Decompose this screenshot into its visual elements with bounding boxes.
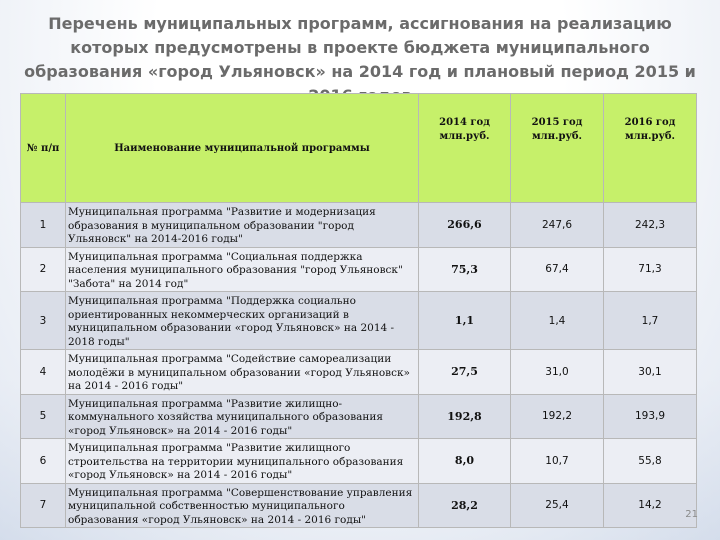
header-2014: 2014 год млн.руб. xyxy=(419,94,511,203)
value-2015: 25,4 xyxy=(511,483,604,528)
value-2014: 75,3 xyxy=(419,247,511,292)
header-program-name: Наименование муниципальной программы xyxy=(66,94,419,203)
program-name: Муниципальная программа "Поддержка социально ориентированных некоммерческих организаций в муниципальном образовании «город Ульяновск» на 2014 - 2018 годы" xyxy=(66,292,419,350)
table-header-row xyxy=(21,94,697,203)
value-2015: 1,4 xyxy=(511,292,604,350)
row-num: 2 xyxy=(21,247,66,292)
row-num: 1 xyxy=(21,203,66,248)
slide-title: Перечень муниципальных программ, ассигнования на реализацию которых предусмотрены в проекте бюджета муниципального образования «город Ульяновск» на 2014 год и плановый период 2015 и xyxy=(24,14,696,81)
program-name: Муниципальная программа "Развитие жилищно-коммунального хозяйства муниципального образования «город Ульяновск» на 2014 - 2016 годы" xyxy=(66,394,419,439)
value-2014: 8,0 xyxy=(419,439,511,484)
page-number: 21 xyxy=(685,509,698,520)
header-num: № п/п xyxy=(21,94,66,203)
value-2014: 266,6 xyxy=(419,203,511,248)
program-name: Муниципальная программа "Совершенствование управления муниципальной собственностью муниципального образования «город Ульяновск» на 2014 - 2016 годы" xyxy=(66,483,419,528)
row-num: 6 xyxy=(21,439,66,484)
row-num: 7 xyxy=(21,483,66,528)
value-2016: 193,9 xyxy=(604,394,697,439)
value-2016: 14,2 xyxy=(604,483,697,528)
value-2016: 1,7 xyxy=(604,292,697,350)
value-2015: 192,2 xyxy=(511,394,604,439)
table-row xyxy=(21,394,697,439)
table-row xyxy=(21,350,697,395)
program-name: Муниципальная программа "Социальная поддержка населения муниципального образования "город Ульяновск" "Забота" на 2014 год" xyxy=(66,247,419,292)
value-2016: 71,3 xyxy=(604,247,697,292)
table-row xyxy=(21,439,697,484)
value-2015: 10,7 xyxy=(511,439,604,484)
value-2014: 1,1 xyxy=(419,292,511,350)
row-num: 3 xyxy=(21,292,66,350)
value-2015: 67,4 xyxy=(511,247,604,292)
value-2016: 55,8 xyxy=(604,439,697,484)
value-2016: 30,1 xyxy=(604,350,697,395)
program-name: Муниципальная программа "Развитие и модернизация образования в муниципальном образовании "город Ульяновск" на 2014-2016 годы" xyxy=(66,203,419,248)
row-num: 5 xyxy=(21,394,66,439)
table-row xyxy=(21,203,697,248)
value-2015: 247,6 xyxy=(511,203,604,248)
value-2014: 192,8 xyxy=(419,394,511,439)
program-name: Муниципальная программа "Развитие жилищного строительства на территории муниципального образования «город Ульяновск» на 2014 - 2016 годы" xyxy=(66,439,419,484)
value-2016: 242,3 xyxy=(604,203,697,248)
value-2014: 28,2 xyxy=(419,483,511,528)
table-row xyxy=(21,247,697,292)
value-2015: 31,0 xyxy=(511,350,604,395)
table-row xyxy=(21,483,697,528)
row-num: 4 xyxy=(21,350,66,395)
programs-table xyxy=(20,93,697,528)
table-row xyxy=(21,292,697,350)
header-2016: 2016 год млн.руб. xyxy=(604,94,697,203)
program-name: Муниципальная программа "Содействие самореализации молодёжи в муниципальном образовании «город Ульяновск» на 2014 - 2016 годы" xyxy=(66,350,419,395)
header-2015: 2015 год млн.руб. xyxy=(511,94,604,203)
value-2014: 27,5 xyxy=(419,350,511,395)
